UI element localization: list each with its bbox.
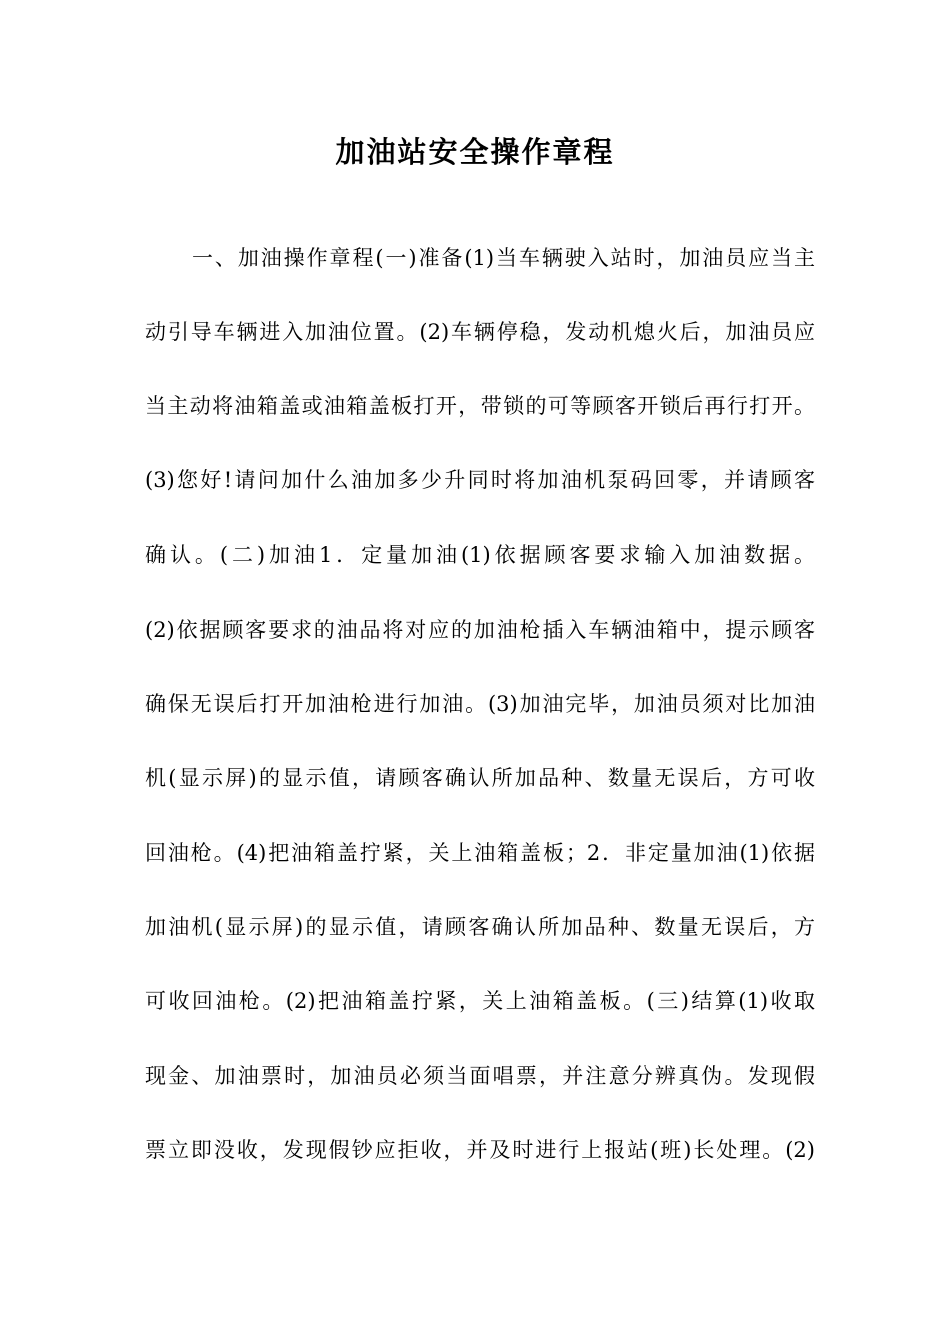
paragraph-line: 票立即没收，发现假钞应拒收，并及时进行上报站(班)长处理。(2) xyxy=(145,1138,815,1162)
paragraph-line: (2)依据顾客要求的油品将对应的加油枪插入车辆油箱中，提示顾客 xyxy=(145,618,815,642)
paragraph-line: 机(显示屏)的显示值，请顾客确认所加品种、数量无误后，方可收 xyxy=(145,766,815,790)
paragraph-line: 当主动将油箱盖或油箱盖板打开，带锁的可等顾客开锁后再行打开。 xyxy=(145,394,815,418)
paragraph-line: 确保无误后打开加油枪进行加油。(3)加油完毕，加油员须对比加油 xyxy=(145,692,815,716)
paragraph-line: 动引导车辆进入加油位置。(2)车辆停稳，发动机熄火后，加油员应 xyxy=(145,320,815,344)
paragraph-line: 一、加油操作章程(一)准备(1)当车辆驶入站时，加油员应当主 xyxy=(192,246,815,270)
paragraph-line: 可收回油枪。(2)把油箱盖拧紧，关上油箱盖板。(三)结算(1)收取 xyxy=(145,989,815,1013)
paragraph-line: 现金、加油票时，加油员必须当面唱票，并注意分辨真伪。发现假 xyxy=(145,1064,815,1088)
document-title: 加油站安全操作章程 xyxy=(335,135,615,169)
paragraph-line: (3)您好!请问加什么油加多少升同时将加油机泵码回零，并请顾客 xyxy=(145,468,815,492)
paragraph-line: 加油机(显示屏)的显示值，请顾客确认所加品种、数量无误后，方 xyxy=(145,915,815,939)
paragraph-line: 回油枪。(4)把油箱盖拧紧，关上油箱盖板；2．非定量加油(1)依据 xyxy=(145,841,815,865)
paragraph-line: 确认。(二)加油1．定量加油(1)依据顾客要求输入加油数据。 xyxy=(145,543,815,567)
